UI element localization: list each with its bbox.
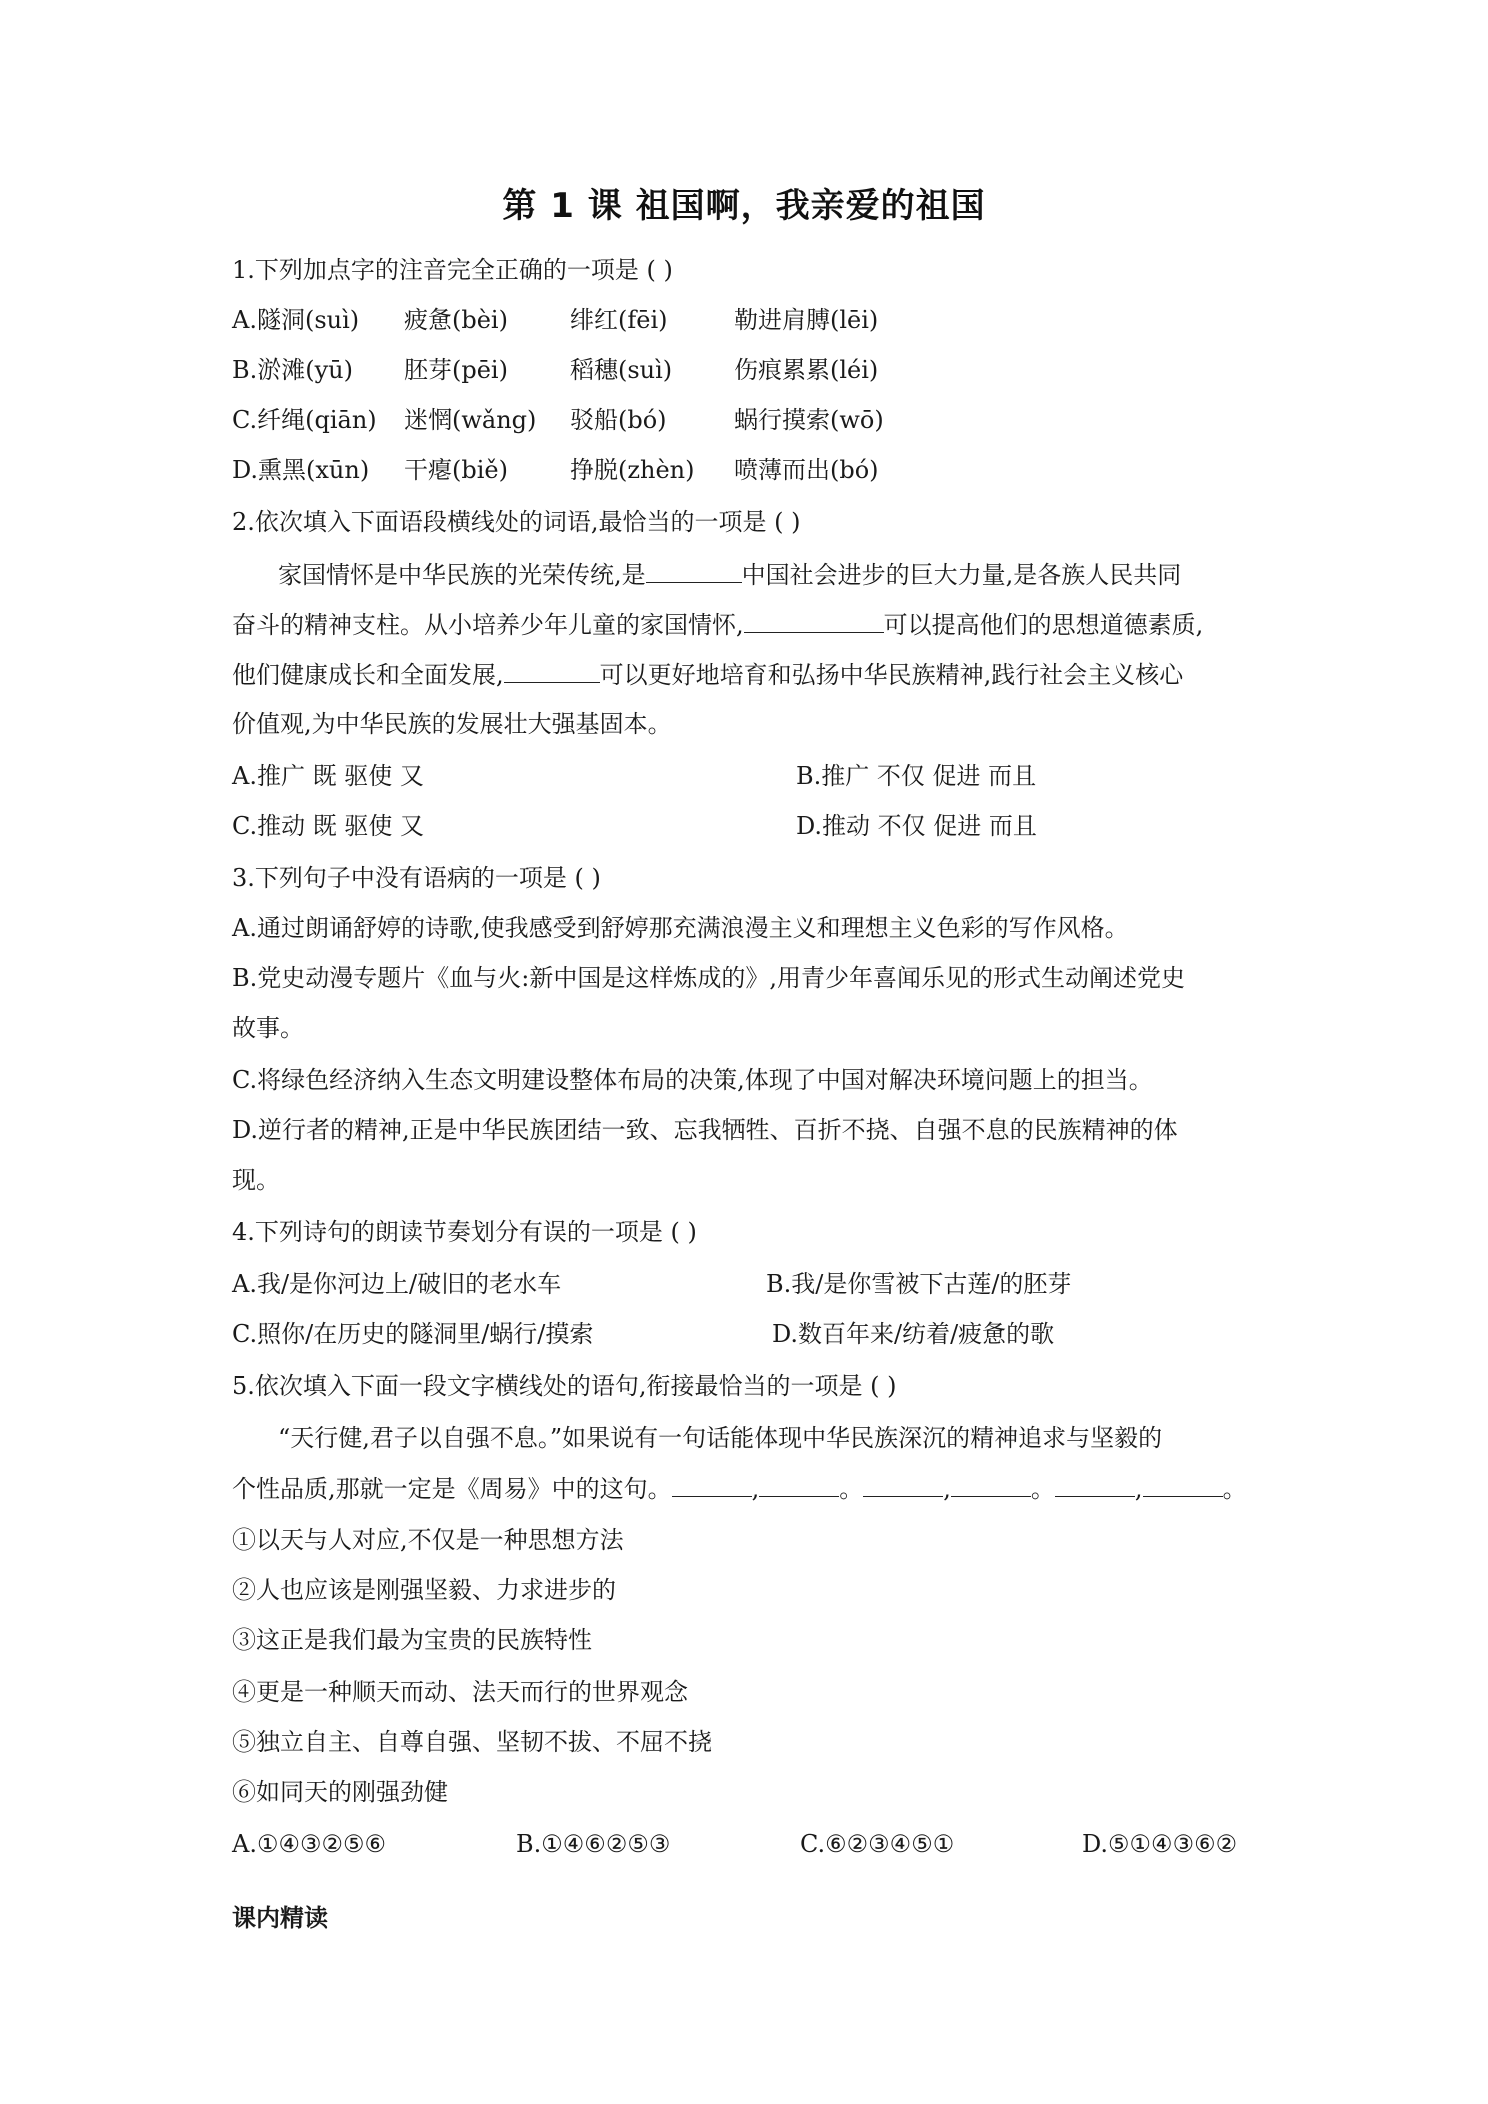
answer-blank[interactable] bbox=[951, 1472, 1031, 1497]
q1-option-c-1: C.纤绳(qiān) bbox=[232, 406, 377, 434]
q1-option-a-4: 勒进肩膊(lēi) bbox=[734, 306, 879, 334]
q5-paragraph-line-1: “天行健,君子以自强不息。”如果说有一句话能体现中华民族深沉的精神追求与坚毅的 bbox=[278, 1424, 1163, 1452]
q2-option-c: C.推动 既 驱使 又 bbox=[232, 812, 425, 840]
lesson-title: 第 1 课 祖国啊，我亲爱的祖国 bbox=[502, 186, 986, 226]
q3-stem: 3.下列句子中没有语病的一项是 ( ) bbox=[232, 864, 601, 892]
q1-option-b-3: 稻穗(suì) bbox=[570, 356, 673, 384]
answer-blank[interactable] bbox=[1055, 1472, 1135, 1497]
section-heading: 课内精读 bbox=[232, 1904, 328, 1932]
punct-period: 。 bbox=[1222, 1475, 1247, 1503]
q5-item-5: ⑤独立自主、自尊自强、坚韧不拔、不屈不挠 bbox=[232, 1728, 712, 1756]
q5-item-3: ③这正是我们最为宝贵的民族特性 bbox=[232, 1626, 592, 1654]
q1-option-b-4: 伤痕累累(léi) bbox=[734, 356, 879, 384]
q2-paragraph-line-1 bbox=[278, 558, 1181, 591]
q2-paragraph-line-2 bbox=[232, 608, 1203, 641]
answer-blank[interactable] bbox=[1143, 1472, 1223, 1497]
punct-period: 。 bbox=[839, 1475, 864, 1503]
q1-option-d-4: 喷薄而出(bó) bbox=[734, 456, 879, 484]
q3-option-a: A.通过朗诵舒婷的诗歌,使我感受到舒婷那充满浪漫主义和理想主义色彩的写作风格。 bbox=[232, 914, 1129, 942]
q3-option-b-line-1: B.党史动漫专题片《血与火:新中国是这样炼成的》,用青少年喜闻乐见的形式生动阐述党史 bbox=[232, 964, 1185, 992]
punct-period: 。 bbox=[1030, 1475, 1055, 1503]
q5-option-a: A.①④③②⑤⑥ bbox=[232, 1830, 387, 1858]
punct-comma: , bbox=[1134, 1475, 1143, 1503]
q2-text: 中国社会进步的巨大力量,是各族人民共同 bbox=[741, 561, 1182, 589]
punct-comma: , bbox=[751, 1475, 760, 1503]
q4-option-b: B.我/是你雪被下古莲/的胚芽 bbox=[766, 1270, 1072, 1298]
answer-blank[interactable] bbox=[759, 1472, 839, 1497]
q2-paragraph-line-4: 价值观,为中华民族的发展壮大强基固本。 bbox=[232, 710, 672, 738]
q2-text: 可以更好地培育和弘扬中华民族精神,践行社会主义核心 bbox=[599, 661, 1184, 689]
q5-text: 个性品质,那就一定是《周易》中的这句。 bbox=[232, 1475, 672, 1503]
q1-option-d-3: 挣脱(zhèn) bbox=[570, 456, 695, 484]
punct-comma: , bbox=[943, 1475, 951, 1503]
q5-item-4: ④更是一种顺天而动、法天而行的世界观念 bbox=[232, 1678, 688, 1706]
q1-option-c-4: 蜗行摸索(wō) bbox=[734, 406, 884, 434]
q4-option-d: D.数百年来/纺着/疲惫的歌 bbox=[772, 1320, 1055, 1348]
q5-paragraph-line-2 bbox=[232, 1472, 1247, 1505]
q2-stem: 2.依次填入下面语段横线处的词语,最恰当的一项是 ( ) bbox=[232, 508, 801, 536]
q1-option-a-2: 疲惫(bèi) bbox=[404, 306, 508, 334]
q3-option-b-line-2: 故事。 bbox=[232, 1014, 304, 1042]
q2-option-d: D.推动 不仅 促进 而且 bbox=[796, 812, 1037, 840]
answer-blank[interactable] bbox=[646, 558, 742, 583]
q3-option-d-line-1: D.逆行者的精神,正是中华民族团结一致、忘我牺牲、百折不挠、自强不息的民族精神的体 bbox=[232, 1116, 1178, 1144]
q5-item-1: ①以天与人对应,不仅是一种思想方法 bbox=[232, 1526, 624, 1554]
q1-option-d-1: D.熏黑(xūn) bbox=[232, 456, 370, 484]
q1-option-b-2: 胚芽(pēi) bbox=[404, 356, 508, 384]
answer-blank[interactable] bbox=[744, 608, 884, 633]
answer-blank[interactable] bbox=[863, 1472, 943, 1497]
q2-text: 他们健康成长和全面发展, bbox=[232, 661, 504, 689]
q3-option-c: C.将绿色经济纳入生态文明建设整体布局的决策,体现了中国对解决环境问题上的担当。 bbox=[232, 1066, 1153, 1094]
q1-option-c-3: 驳船(bó) bbox=[570, 406, 667, 434]
q5-item-6: ⑥如同天的刚强劲健 bbox=[232, 1778, 448, 1806]
q4-option-c: C.照你/在历史的隧洞里/蜗行/摸索 bbox=[232, 1320, 594, 1348]
answer-blank[interactable] bbox=[672, 1472, 752, 1497]
q5-option-d: D.⑤①④③⑥② bbox=[1082, 1830, 1238, 1858]
q1-stem: 1.下列加点字的注音完全正确的一项是 ( ) bbox=[232, 256, 673, 284]
q1-option-d-2: 干瘪(biě) bbox=[404, 456, 508, 484]
q1-option-b-1: B.淤滩(yū) bbox=[232, 356, 354, 384]
q1-option-a-3: 绯红(fēi) bbox=[570, 306, 668, 334]
q2-text: 家国情怀是中华民族的光荣传统,是 bbox=[278, 561, 646, 589]
answer-blank[interactable] bbox=[504, 658, 600, 683]
q2-paragraph-line-3 bbox=[232, 658, 1183, 691]
q2-text: 可以提高他们的思想道德素质, bbox=[883, 611, 1204, 639]
q2-text: 奋斗的精神支柱。从小培养少年儿童的家国情怀, bbox=[232, 611, 744, 639]
q2-option-a: A.推广 既 驱使 又 bbox=[232, 762, 424, 790]
q3-option-d-line-2: 现。 bbox=[232, 1166, 280, 1194]
q5-option-b: B.①④⑥②⑤③ bbox=[516, 1830, 671, 1858]
q1-option-c-2: 迷惘(wǎng) bbox=[404, 406, 537, 434]
q1-option-a-1: A.隧洞(suì) bbox=[232, 306, 360, 334]
q5-item-2: ②人也应该是刚强坚毅、力求进步的 bbox=[232, 1576, 616, 1604]
q5-option-c: C.⑥②③④⑤① bbox=[800, 1830, 955, 1858]
q4-option-a: A.我/是你河边上/破旧的老水车 bbox=[232, 1270, 562, 1298]
q2-option-b: B.推广 不仅 促进 而且 bbox=[796, 762, 1037, 790]
q4-stem: 4.下列诗句的朗读节奏划分有误的一项是 ( ) bbox=[232, 1218, 697, 1246]
q5-stem: 5.依次填入下面一段文字横线处的语句,衔接最恰当的一项是 ( ) bbox=[232, 1372, 897, 1400]
